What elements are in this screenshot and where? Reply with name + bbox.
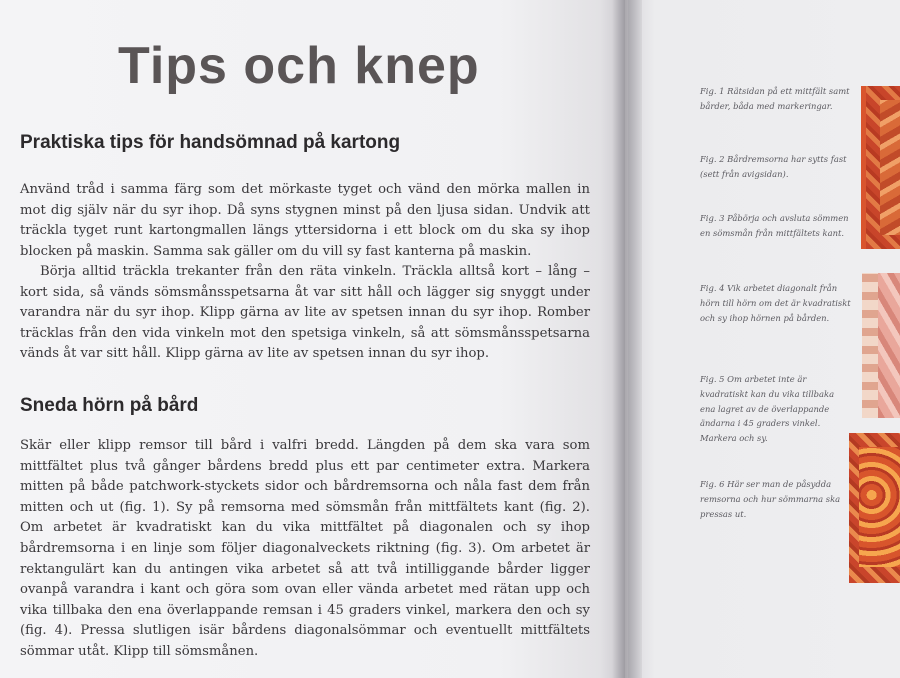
section-heading-praktiska-tips: Praktiska tips för handsömnad på kartong [20, 132, 401, 153]
caption-fig-5: Fig. 5 Om arbetet inte är kvadratiskt kan du vika tillbaka ena lagret av de överlappande ändarna i 45 graders vinkel. Markera och sy. [700, 374, 835, 444]
caption-fig-2: Fig. 2 Bårdremsorna har sytts fast (sett från avigsidan). [700, 154, 847, 179]
caption-fig-3: Fig. 3 Påbörja och avsluta sömmen en sömsmån från mittfältets kant. [700, 213, 849, 238]
section-heading-sneda-horn: Sneda hörn på bård [20, 395, 199, 416]
quilt-border-photo-icon [861, 86, 900, 249]
caption-fig-6: Fig. 6 Här ser man de påsydda remsorna och hur sömmarna ska pressas ut. [700, 479, 841, 519]
quilt-corner-band [862, 273, 878, 418]
page-title: Tips och knep [118, 37, 480, 95]
book-gutter [612, 0, 642, 678]
quilt-floral-field [859, 447, 900, 567]
paragraph-trad-tips: Använd tråd i samma färg som det mörkaste tyget och vänd den mörka mallen in mot dig själv när du syr ihop. Då syns stygnen minst på den ljusa sidan. Undvik att träckla tyget runt kartongmallen längs yttersidorna i ett block om du ska sy ihop blocken på maskin. Samma sak gäller om du vill sy fast kanterna på maskin. [20, 182, 590, 259]
paragraph-trackla-tips: Börja alltid träckla trekanter från den räta vinkeln. Träckla alltså kort – lång – kort sida, så vänds sömsmånsspetsarna åt var sitt håll och lägger sig snyggt under varandra när du syr ihop. Klipp gärna av lite av spetsen innan du syr ihop. Romber träcklas från den vida vinkeln mot den spetsiga vinkeln, så att sömsmånsspetsarna vänds åt var sitt håll. Klipp gärna av lite av spetsen innan du syr ihop. [20, 264, 590, 362]
quilt-mitered-corner-photo-icon [849, 433, 900, 583]
caption-fig-1: Fig. 1 Rätsidan på ett mittfält samt bårder, båda med markeringar. [700, 86, 850, 111]
quilt-center-field [880, 100, 900, 235]
quilt-corner-photo-icon [862, 273, 900, 418]
caption-fig-4: Fig. 4 Vik arbetet diagonalt från hörn till hörn om det är kvadratiskt och sy ihop hörnen på bården. [700, 283, 851, 323]
paragraph-sneda-horn: Skär eller klipp remsor till bård i valfri bredd. Längden på dem ska vara som mittfältet plus två gånger bårdens bredd plus ett par centimeter extra. Markera mitten på både patchwork-styckets sidor och bårdremsorna och nåla fast dem från mitten och ut (fig. 1). Sy på remsorna med sömsmån från mittfältets kant (fig. 2). Om arbetet är kvadratiskt kan du vika mittfältet på diagonalen och sy ihop bårdremsorna i en linje som följer diagonalveckets riktning (fig. 3). Om arbetet är rektangulärt kan du antingen vika arbetet så att två intilliggande bårder ligger ovanpå varandra i kant och göra som ovan eller vända arbetet med rätan upp och vika tillbaka den ena överlappande remsan i 45 graders vinkel, markera den och sy (fig. 4). Pressa slutligen isär bårdens diagonalsömmar och eventuellt mittfältets sömmar utåt. Klipp till sömsmånen. [20, 438, 590, 659]
